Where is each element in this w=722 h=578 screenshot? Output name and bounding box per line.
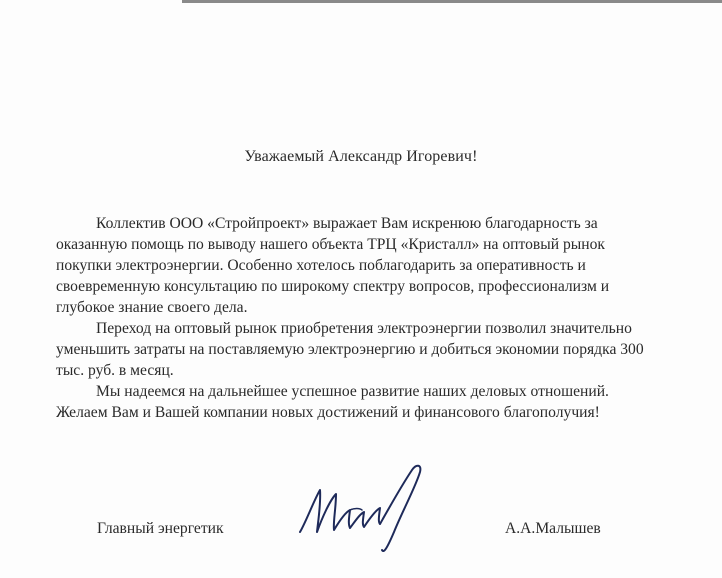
letter-body-line: покупки электроэнергии. Особенно хотелось поблагодарить за оперативность и (56, 257, 586, 274)
letter-body-line: Желаем Вам и Вашей компании новых достижений и финансового благополучия! (56, 404, 600, 421)
letter-body-line: Коллектив ООО «Стройпроект» выражает Вам искренюю благодарность за (96, 215, 598, 232)
letter-body (56, 213, 658, 423)
letter-greeting: Уважаемый Александр Игоревич! (244, 148, 478, 165)
letter-body-line: своевременную консультацию по широкому спектру вопросов, профессионализм и (56, 278, 610, 295)
signature-row (0, 520, 722, 544)
signer-name: А.А.Малышев (505, 520, 601, 537)
signer-position: Главный энергетик (97, 520, 224, 537)
letter-body-line: Переход на оптовый рынок приобретения электроэнергии позволил значительно (96, 320, 632, 337)
handwritten-signature (290, 460, 440, 560)
letter-body-line: Мы надеемся на дальнейшее успешное развитие наших деловых отношений. (96, 383, 609, 400)
letter-body-line: уменьшить затраты на поставляемую электроэнергию и добиться экономии порядка 300 (56, 341, 644, 358)
letter-body-line: тыс. руб. в месяц. (56, 362, 174, 379)
letter-body-line: оказанную помощь по выводу нашего объекта ТРЦ «Кристалл» на оптовый рынок (56, 236, 605, 253)
letter-body-line: глубокое знание своего дела. (56, 299, 248, 316)
top-edge-line (182, 0, 722, 3)
